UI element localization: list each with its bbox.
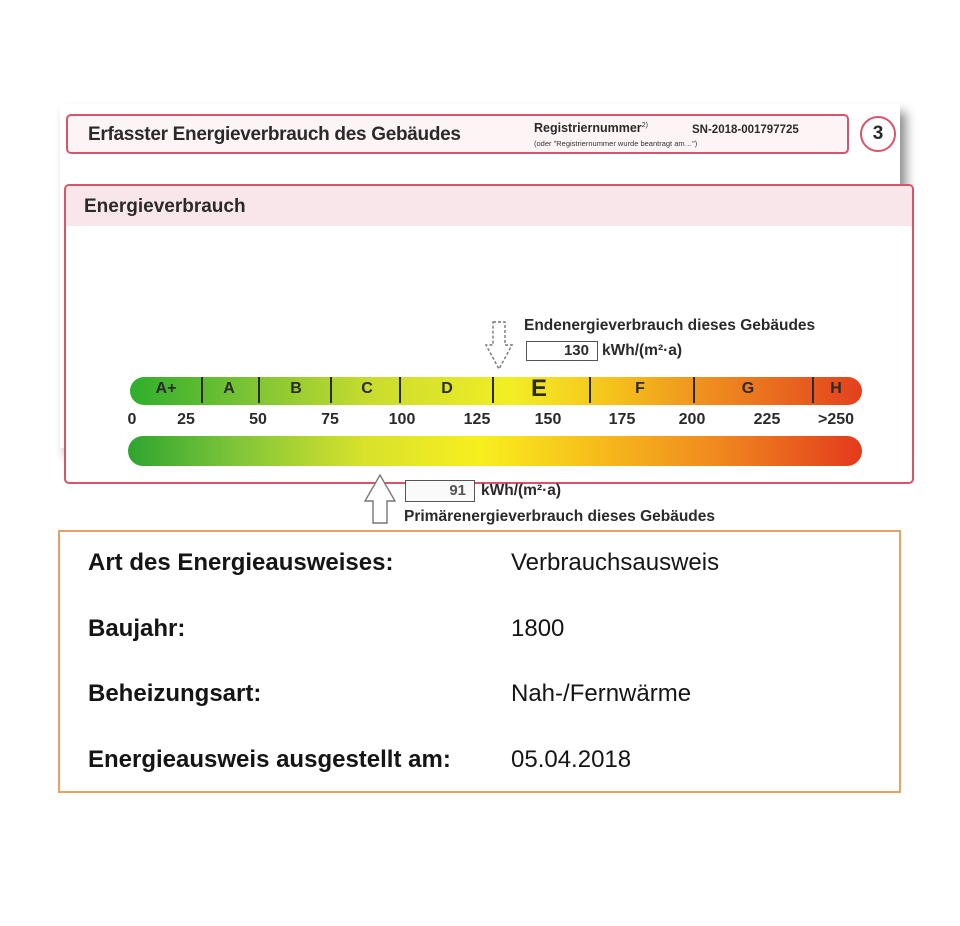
section-number-badge: 3 bbox=[860, 116, 896, 152]
end-energy-value: 130 bbox=[526, 341, 598, 361]
certificate-header bbox=[66, 114, 849, 154]
info-label-year-built: Baujahr: bbox=[88, 615, 186, 642]
class-label: A bbox=[223, 380, 235, 397]
panel-header bbox=[66, 186, 912, 226]
registration-label-text: Registriernummer bbox=[534, 121, 642, 135]
consumption-gradient-bar bbox=[128, 436, 862, 466]
scale-tick: 150 bbox=[534, 411, 562, 428]
end-energy-unit: kWh/(m²·a) bbox=[602, 342, 683, 359]
registration-label bbox=[534, 121, 648, 135]
class-separator bbox=[258, 377, 260, 403]
scale-tick: >250 bbox=[817, 411, 855, 428]
primary-energy-unit: kWh/(m²·a) bbox=[481, 482, 562, 499]
class-label: C bbox=[361, 380, 373, 397]
class-label-current: E bbox=[530, 375, 547, 402]
scale-tick: 75 bbox=[321, 411, 339, 428]
primary-energy-value: 91 bbox=[405, 480, 475, 502]
class-separator bbox=[492, 377, 494, 403]
scale-tick: 200 bbox=[678, 411, 706, 428]
certificate-title: Erfasster Energieverbrauch des Gebäudes bbox=[88, 124, 461, 145]
class-label: F bbox=[635, 380, 645, 397]
scale-tick: 0 bbox=[127, 411, 137, 428]
class-label: G bbox=[741, 380, 755, 397]
scale-tick: 25 bbox=[177, 411, 195, 428]
scale-tick: 125 bbox=[463, 411, 491, 428]
class-label: B bbox=[290, 380, 302, 397]
class-label: D bbox=[441, 380, 453, 397]
certificate-info-box bbox=[58, 530, 901, 793]
primary-energy-arrow-icon bbox=[363, 473, 397, 525]
registration-footnote: 2) bbox=[641, 121, 648, 129]
class-separator bbox=[201, 377, 203, 403]
end-energy-label: Endenergieverbrauch dieses Gebäudes bbox=[524, 317, 816, 334]
primary-energy-label: Primärenergieverbrauch dieses Gebäudes bbox=[404, 508, 716, 525]
class-separator bbox=[330, 377, 332, 403]
energy-certificate-scan bbox=[60, 104, 900, 525]
info-label-issue-date: Energieausweis ausgestellt am: bbox=[88, 746, 451, 773]
registration-note: (oder "Registriernummer wurde beantragt am…") bbox=[534, 139, 698, 148]
info-value-certificate-type: Verbrauchsausweis bbox=[511, 549, 720, 576]
energy-consumption-panel bbox=[64, 184, 914, 525]
scale-tick: 175 bbox=[608, 411, 636, 428]
info-label-heating-type: Beheizungsart: bbox=[88, 680, 262, 707]
class-separator bbox=[812, 377, 814, 403]
class-separator bbox=[399, 377, 401, 403]
info-label-certificate-type: Art des Energieausweises: bbox=[88, 549, 394, 576]
registration-number: SN-2018-001797725 bbox=[692, 124, 799, 136]
info-value-heating-type: Nah-/Fernwärme bbox=[511, 680, 692, 707]
class-separator bbox=[589, 377, 591, 403]
class-label: H bbox=[830, 380, 842, 397]
class-label: A+ bbox=[155, 380, 177, 397]
class-separator bbox=[693, 377, 695, 403]
panel-title: Energieverbrauch bbox=[84, 196, 246, 217]
info-value-year-built: 1800 bbox=[511, 615, 565, 642]
info-value-issue-date: 05.04.2018 bbox=[511, 746, 632, 773]
scale-tick: 100 bbox=[388, 411, 416, 428]
scale-tick: 50 bbox=[249, 411, 267, 428]
scale-tick: 225 bbox=[753, 411, 781, 428]
end-energy-arrow-icon bbox=[484, 321, 514, 371]
